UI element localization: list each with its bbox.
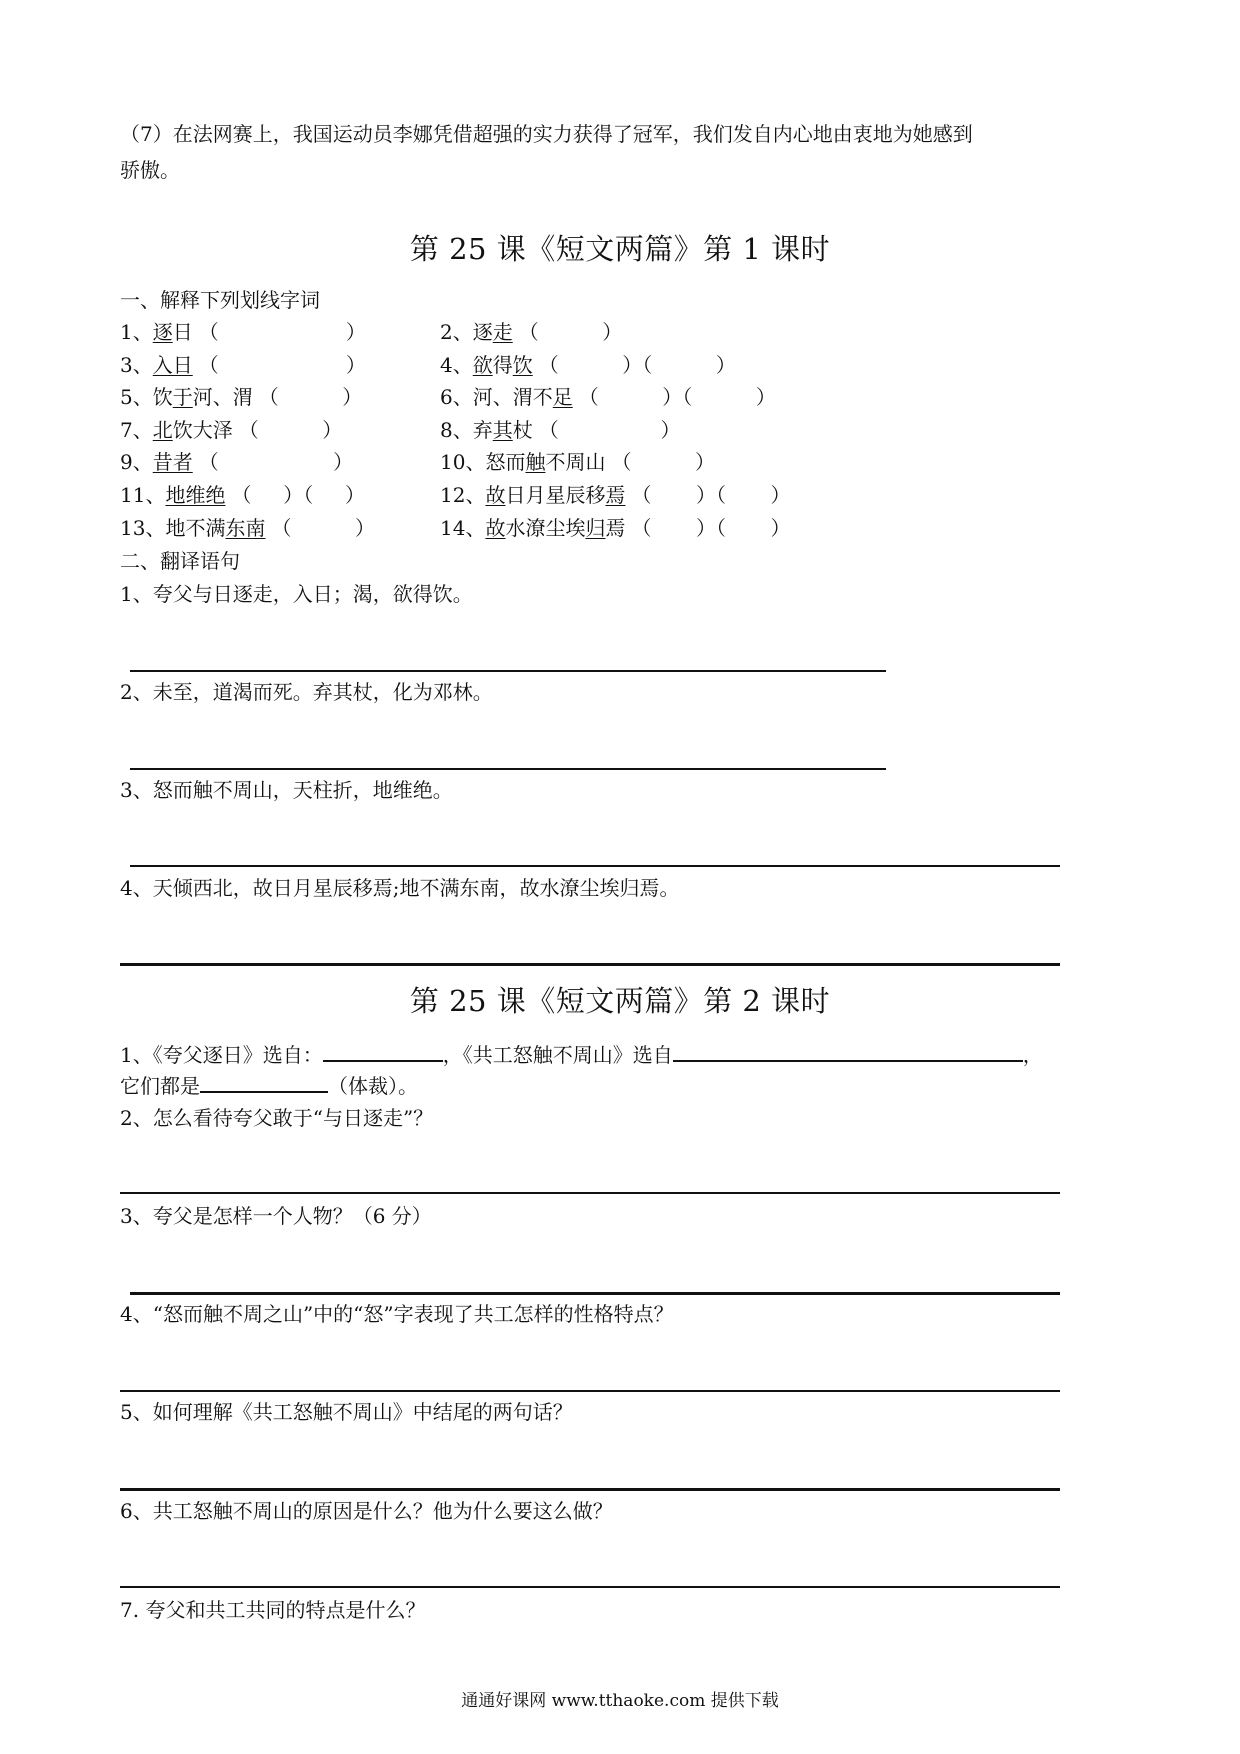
vocab-answer-blank[interactable]: （ ）（ ） [231,483,366,507]
vocab-answer-blank[interactable]: （ ）（ ） [538,352,736,377]
q1-blank-source1[interactable] [323,1040,443,1062]
lesson2-title: 第 25 课《短文两篇》第 2 课时 [409,984,831,1018]
vocab-text: 入日 [152,352,193,377]
vocab-item [440,481,790,509]
vocab-number: 6、 [440,385,473,410]
vocab-item [120,318,366,346]
vocab-number: 11、 [120,483,166,507]
vocab-text: 触 [525,450,546,475]
vocab-number: 13、 [120,515,166,540]
footer-credit: 通通好课网 www.tthaoke.com 提供下载 [461,1691,779,1711]
vocab-item [120,514,375,542]
vocab-text: 足 [552,385,573,410]
q1-prefix: 1、《夸父逐日》选自： [120,1043,323,1067]
vocab-text: 河、渭 [192,385,253,410]
q1-blank-genre[interactable] [200,1071,328,1093]
vocab-text: 饮 [152,385,173,410]
vocab-text: 日月星辰移 [505,483,606,507]
answer-line-q2 [120,1192,1060,1194]
lesson2-q1-line2 [120,1071,418,1100]
lesson2-q2: 2、怎么看待夸父敢于“与日逐走”？ [120,1106,434,1130]
vocab-answer-blank[interactable]: （ ） [238,417,343,442]
vocab-item [440,514,790,542]
translate-q4: 4、天倾西北，故日月星辰移焉;地不满东南，故水潦尘埃归焉。 [120,876,680,900]
translate-q3: 3、怒而触不周山，天柱折，地维绝。 [120,778,453,802]
vocab-answer-blank[interactable]: （ ） [538,417,681,442]
lesson2-q5: 5、如何理解《共工怒触不周山》中结尾的两句话？ [120,1400,573,1424]
vocab-text: 弃 [472,417,493,442]
vocab-text: 逐 [472,320,493,344]
vocab-number: 14、 [440,515,486,540]
lesson2-q7: 7. 夸父和共工共同的特点是什么？ [120,1598,426,1622]
vocab-text: 不周山 [545,450,606,475]
vocab-answer-blank[interactable]: （ ） [198,450,354,475]
lesson2-q6: 6、共工怒触不周山的原因是什么？他为什么要这么做？ [120,1499,613,1523]
vocab-answer-blank[interactable]: （ ） [198,320,366,344]
vocab-text: 归 [585,515,606,540]
vocab-answer-blank[interactable]: （ ）（ ） [631,515,791,540]
vocab-number: 2、 [440,320,473,344]
answer-line-q5 [120,1488,1060,1491]
answer-line-t1 [130,670,886,672]
q1-blank-source2[interactable] [673,1040,1023,1062]
vocab-number: 3、 [120,352,153,377]
translate-q1: 1、夸父与日逐走，入日；渴，欲得饮。 [120,582,473,606]
vocab-text: 欲 [472,352,493,377]
vocab-text: 饮 [512,352,533,377]
translate-q2: 2、未至，道渴而死。弃其杖，化为邓林。 [120,680,493,704]
answer-line-q6 [120,1586,1060,1588]
vocab-text: 日 [172,320,193,344]
q1-comma: ， [1022,1043,1043,1067]
vocab-number: 9、 [120,450,153,475]
vocab-text: 东南 [225,515,266,540]
vocab-answer-blank[interactable]: （ ） [198,352,366,377]
vocab-item [440,318,622,346]
answer-line-t3 [130,865,1060,867]
answer-line-q3 [130,1292,1060,1295]
vocab-text: 北 [152,417,173,442]
vocab-text: 杖 [512,417,533,442]
vocab-text: 其 [492,417,513,442]
vocab-number: 1、 [120,320,153,344]
vocab-item [440,448,715,476]
vocab-text: 怒而 [485,450,526,475]
vocab-answer-blank[interactable]: （ ） [611,450,716,475]
vocab-text: 故 [485,483,506,507]
vocab-item [120,383,362,411]
vocab-answer-blank[interactable]: （ ）（ ） [631,483,791,507]
vocab-item [440,416,680,444]
vocab-text: 水潦尘埃 [505,515,586,540]
vocab-item [120,416,342,444]
q1-genre-prefix: 它们都是 [120,1074,200,1098]
vocab-number: 7、 [120,417,153,442]
vocab-text: 河、渭不 [472,385,553,410]
vocab-number: 4、 [440,352,473,377]
answer-line-q4 [120,1390,1060,1392]
q1-middle: ，《共工怒触不周山》选自 [442,1043,673,1067]
vocab-item [440,383,776,411]
lesson2-q3: 3、夸父是怎样一个人物？（6 分） [120,1204,432,1228]
vocab-text: 于 [172,385,193,410]
vocab-answer-blank[interactable]: （ ） [258,385,363,410]
vocab-text: 地维绝 [165,483,226,507]
vocab-text: 昔者 [152,450,193,475]
vocab-answer-blank[interactable]: （ ） [271,515,376,540]
vocab-item [440,351,736,379]
answer-line-t4 [120,963,1060,966]
vocab-answer-blank[interactable]: （ ） [518,320,623,344]
vocab-item [120,481,365,509]
vocab-number: 10、 [440,450,486,475]
vocab-text: 得 [492,352,513,377]
part2-heading: 二、翻译语句 [120,549,240,573]
vocab-text: 焉 [605,515,626,540]
vocab-number: 12、 [440,483,486,507]
lesson1-title: 第 25 课《短文两篇》第 1 课时 [409,232,831,266]
vocab-number: 8、 [440,417,473,442]
intro-line-1: （7）在法网赛上，我国运动员李娜凭借超强的实力获得了冠军，我们发自内心地由衷地为她感到 [120,122,973,146]
lesson2-q4: 4、“怒而触不周之山”中的“怒”字表现了共工怎样的性格特点？ [120,1302,674,1326]
q1-genre-suffix: （体裁）。 [328,1074,418,1098]
vocab-text: 走 [492,320,513,344]
vocab-text: 地不满 [165,515,226,540]
vocab-text: 故 [485,515,506,540]
vocab-text: 饮大泽 [172,417,233,442]
vocab-item [120,448,353,476]
answer-line-t2 [130,768,886,770]
vocab-item [120,351,366,379]
vocab-number: 5、 [120,385,153,410]
vocab-answer-blank[interactable]: （ ）（ ） [578,385,776,410]
intro-line-2: 骄傲。 [120,158,180,182]
vocab-text: 焉 [605,483,626,507]
part1-heading: 一、解释下列划线字词 [120,288,320,312]
lesson2-q1-line1 [120,1040,1043,1069]
vocab-text: 逐 [152,320,173,344]
